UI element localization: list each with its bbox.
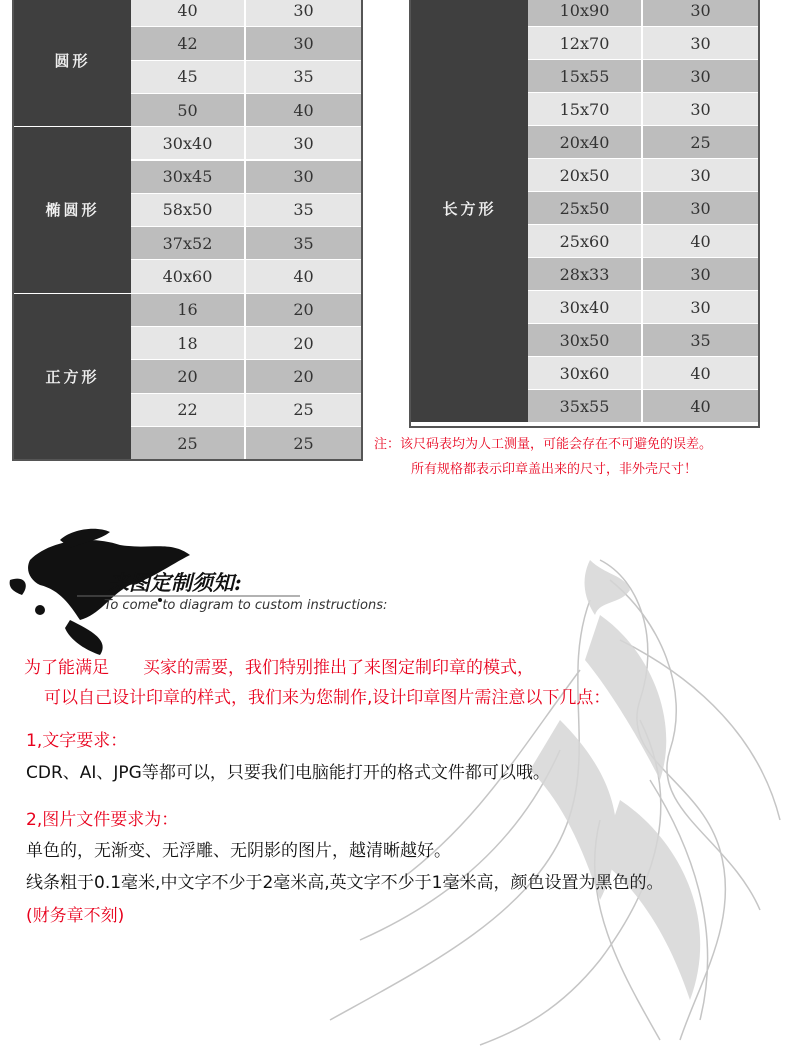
size-cell: 30x45 (131, 161, 246, 194)
height-cell: 35 (246, 227, 361, 260)
notice-subtitle: To come to diagram to custom instructions: (104, 598, 388, 613)
size-cell: 25 (131, 427, 246, 460)
size-cell: 58x50 (131, 194, 246, 227)
size-cell: 30x50 (528, 324, 643, 357)
req1-title: 1,文字要求： (26, 731, 128, 751)
size-cell: 40x60 (131, 260, 246, 293)
size-cell: 25x60 (528, 225, 643, 258)
height-cell: 25 (246, 427, 361, 460)
req2-text-1: 单色的，无渐变、无浮雕、无阴影的图片，越清晰越好。 (26, 841, 451, 861)
req2-text-3: (财务章不刻) (26, 906, 125, 926)
height-cell: 30 (643, 159, 758, 192)
height-cell: 30 (643, 291, 758, 324)
notice-title: 来图定制须知: (108, 570, 242, 595)
note-line-1: 注：该尺码表均为人工测量，可能会存在不可避免的误差。 (374, 437, 713, 452)
right-table-frame (409, 0, 760, 428)
custom-notice-section (0, 520, 790, 1051)
group-label-cell: 长方形 (411, 0, 528, 422)
height-cell: 40 (643, 225, 758, 258)
height-cell: 20 (246, 327, 361, 360)
height-cell: 30 (643, 258, 758, 291)
height-cell: 30 (643, 60, 758, 93)
height-cell: 40 (246, 94, 361, 127)
left-table-frame (12, 0, 363, 461)
size-cell: 30x60 (528, 357, 643, 390)
size-cell: 35x55 (528, 390, 643, 423)
height-cell: 20 (246, 294, 361, 327)
height-cell: 40 (643, 357, 758, 390)
group-label-cell: 圆形 (14, 0, 131, 126)
size-cell: 18 (131, 327, 246, 360)
height-cell: 40 (246, 260, 361, 293)
size-cell: 30x40 (528, 291, 643, 324)
intro-line-2: 可以自己设计印章的样式，我们来为您制作,设计印章图片需注意以下几点： (44, 688, 611, 708)
size-cell: 12x70 (528, 27, 643, 60)
height-cell: 30 (643, 192, 758, 225)
size-cell: 25x50 (528, 192, 643, 225)
size-cell: 15x70 (528, 93, 643, 126)
req2-text-2: 线条粗于0.1毫米,中文字不少于2毫米高,英文字不少于1毫米高，颜色设置为黑色的。 (26, 873, 664, 893)
height-cell: 30 (246, 127, 361, 160)
size-cell: 28x33 (528, 258, 643, 291)
height-cell: 40 (643, 390, 758, 423)
height-cell: 30 (643, 27, 758, 60)
height-cell: 30 (246, 161, 361, 194)
size-cell: 22 (131, 394, 246, 427)
size-cell: 10x90 (528, 0, 643, 27)
height-cell: 30 (246, 0, 361, 27)
req1-text: CDR、AI、JPG等都可以，只要我们电脑能打开的格式文件都可以哦。 (26, 763, 550, 783)
size-cell: 16 (131, 294, 246, 327)
size-cell: 40 (131, 0, 246, 27)
height-cell: 30 (643, 93, 758, 126)
size-cell: 42 (131, 27, 246, 60)
size-cell: 20x40 (528, 126, 643, 159)
group-label-cell: 正方形 (14, 294, 131, 460)
height-cell: 35 (246, 61, 361, 94)
height-cell: 30 (246, 27, 361, 60)
group-label-cell: 椭圆形 (14, 127, 131, 293)
size-cell: 20x50 (528, 159, 643, 192)
req2-title: 2,图片文件要求为： (26, 810, 179, 830)
size-cell: 37x52 (131, 227, 246, 260)
height-cell: 35 (643, 324, 758, 357)
height-cell: 25 (246, 394, 361, 427)
size-cell: 30x40 (131, 127, 246, 160)
height-cell: 30 (643, 0, 758, 27)
height-cell: 20 (246, 360, 361, 393)
size-cell: 50 (131, 94, 246, 127)
size-cell: 20 (131, 360, 246, 393)
height-cell: 25 (643, 126, 758, 159)
size-table-area (0, 0, 790, 477)
size-cell: 15x55 (528, 60, 643, 93)
note-line-2: 所有规格都表示印章盖出来的尺寸，非外壳尺寸！ (411, 462, 698, 477)
size-cell: 45 (131, 61, 246, 94)
intro-line-1: 为了能满足 买家的需要，我们特别推出了来图定制印章的模式， (24, 658, 534, 678)
height-cell: 35 (246, 194, 361, 227)
